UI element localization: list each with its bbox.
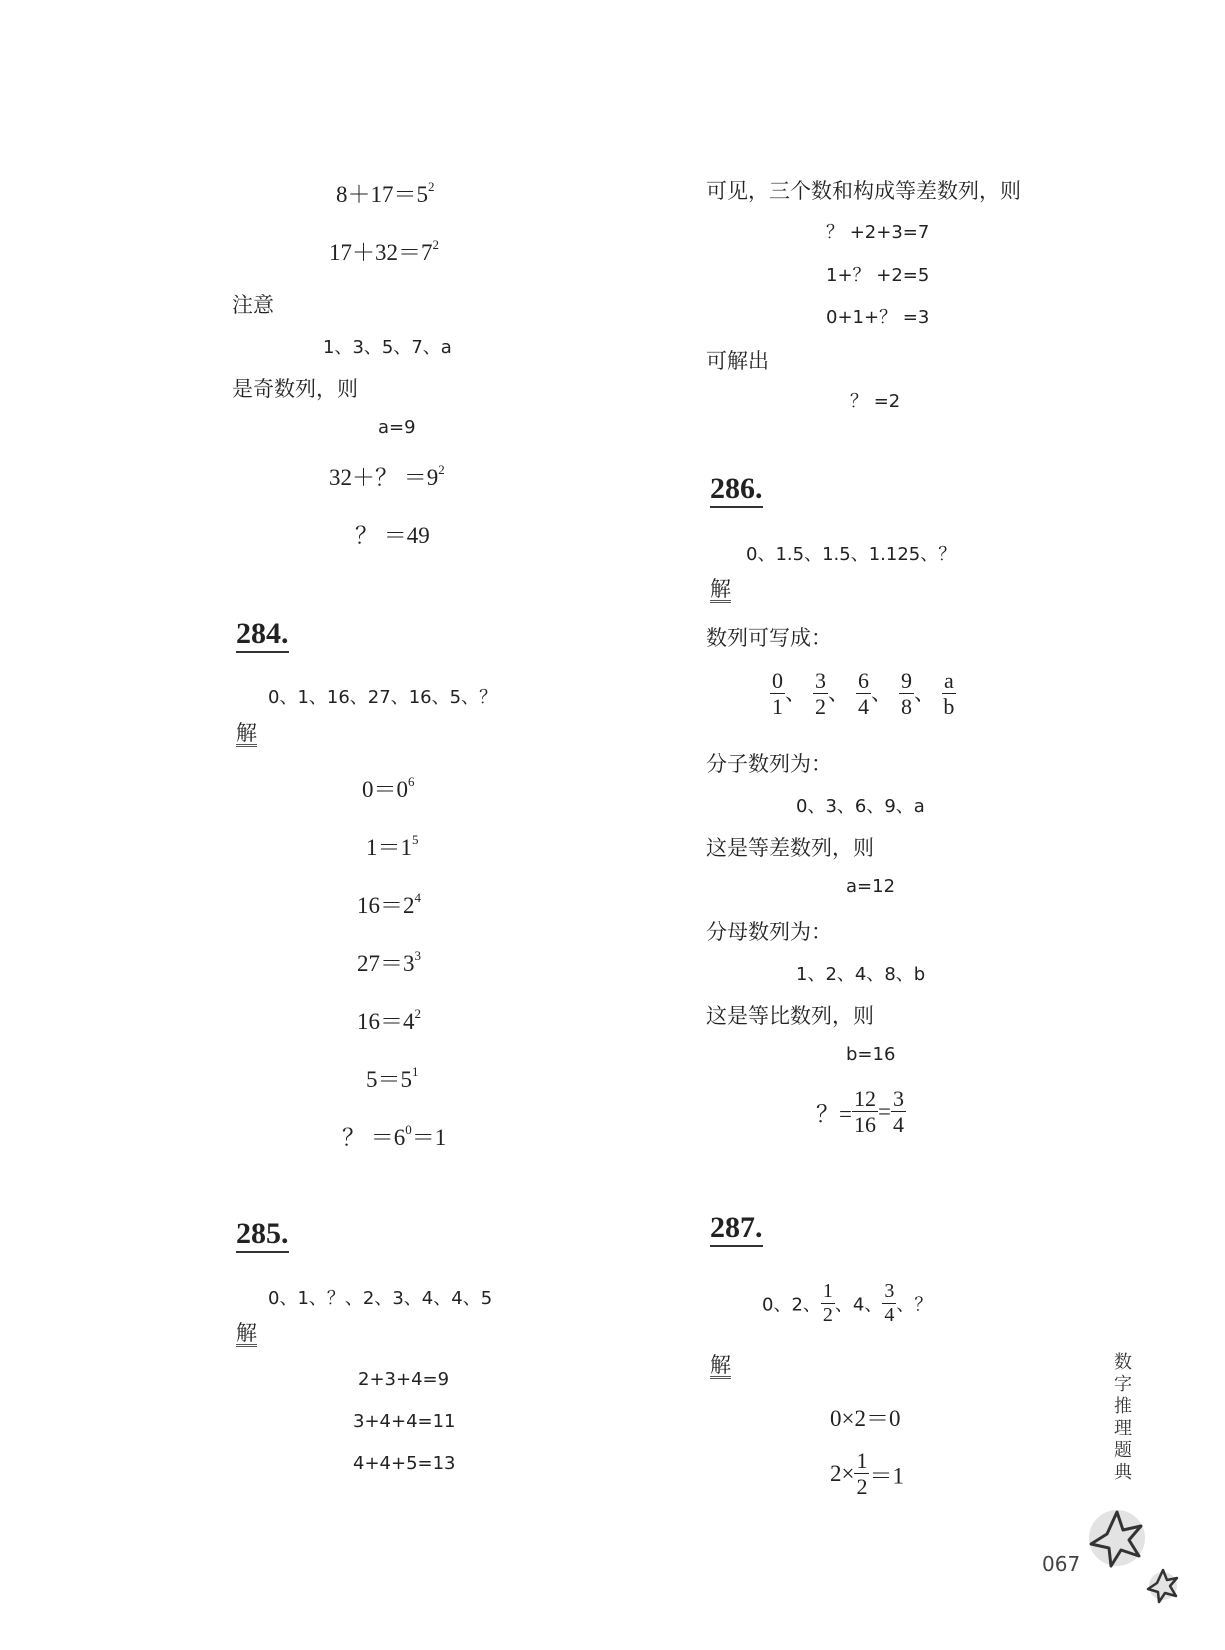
equation-line: a=12 xyxy=(846,876,896,897)
sequence-line: 0、2、 $\frac{1}{2}$ 、4、 $\frac{3}{4}$ 、？ xyxy=(762,1280,933,1326)
equation-line: $17+32=7^2$ xyxy=(329,237,439,265)
page-number: 067 xyxy=(1042,1552,1081,1576)
side-title-char: 理 xyxy=(1114,1418,1132,1439)
equation-line: ？ =2 xyxy=(850,391,901,412)
equation-line: 1+？ +2=5 xyxy=(826,265,930,286)
fraction: $\frac{0}{1}$ xyxy=(772,668,783,720)
sequence-line: 0、1、16、27、16、5、？ xyxy=(268,687,498,708)
text-line: 可见，三个数和构成等差数列，则 xyxy=(706,179,1021,203)
equation-line: $16=2^4$ xyxy=(357,890,421,918)
side-title xyxy=(1111,1352,1135,1484)
equation-line: 4+4+5=13 xyxy=(353,1453,456,1474)
fraction: $\frac{6}{4}$ xyxy=(858,668,869,720)
side-title-char: 推 xyxy=(1114,1396,1132,1417)
fraction: $\frac{a}{b}$ xyxy=(943,668,955,720)
problem-number: 285. xyxy=(236,1219,289,1253)
equation-line: ？ $=6^0=1$ xyxy=(342,1122,447,1150)
side-title-char: 数 xyxy=(1114,1352,1132,1373)
text-line: 分子数列为： xyxy=(706,752,832,776)
sequence-line: 0、3、6、9、a xyxy=(796,796,925,817)
text-line: 这是等差数列，则 xyxy=(706,836,874,860)
text-line: 是奇数列，则 xyxy=(232,377,358,401)
equation-line: 3+4+4=11 xyxy=(353,1411,456,1432)
equation-line: ？ ＝49 xyxy=(355,523,430,548)
solution-label: 解 xyxy=(710,1354,731,1379)
solution-label: 解 xyxy=(236,1322,257,1347)
solution-label: 解 xyxy=(710,578,731,603)
fraction: $\frac{12}{16}$ xyxy=(853,1086,876,1138)
side-title-char: 题 xyxy=(1114,1440,1132,1461)
equation-line: $27=3^3$ xyxy=(357,948,421,976)
equation-line: $5=5^1$ xyxy=(366,1064,419,1092)
text-line: 数列可写成： xyxy=(706,626,832,650)
equation-line: 2+3+4=9 xyxy=(358,1369,450,1390)
equation-line: b=16 xyxy=(846,1044,896,1065)
sequence-line: 1、3、5、7、a xyxy=(323,337,452,358)
fraction: $\frac{3}{4}$ xyxy=(892,1086,904,1138)
text-line: 可解出 xyxy=(706,349,769,373)
equation-line: $8+17=5^2$ xyxy=(336,179,435,207)
text-line: 注意 xyxy=(232,293,274,317)
equation-line: a=9 xyxy=(378,417,416,438)
fraction: $\frac{3}{2}$ xyxy=(815,668,826,720)
problem-number: 286. xyxy=(710,474,763,508)
side-title-char: 典 xyxy=(1114,1462,1132,1483)
problem-number: 284. xyxy=(236,619,289,653)
fraction: $\frac{1}{2}$ xyxy=(856,1448,868,1500)
sequence-line: 0、1.5、1.5、1.125、？ xyxy=(746,544,957,565)
solution-label: 解 xyxy=(236,722,257,747)
sequence-line: 0、1、？、2、3、4、4、5 xyxy=(268,1288,493,1309)
problem-number: 287. xyxy=(710,1213,763,1247)
fraction: $\frac{3}{4}$ xyxy=(884,1280,895,1326)
text-line: 这是等比数列，则 xyxy=(706,1004,874,1028)
equation-line: ？ +2+3=7 xyxy=(826,222,930,243)
star-decoration-icon xyxy=(1075,1500,1185,1610)
fraction-sequence: $\frac{0}{1}$ 、 $\frac{3}{2}$ 、 $\frac{6}{4}$ 、 $\frac{9}{8}$ 、 $\frac{a}{b}$ xyxy=(772,668,955,720)
equation-line: 0+1+？ =3 xyxy=(826,307,930,328)
equation-line: $0=0^6$ xyxy=(362,774,415,802)
equation-line: $1=1^5$ xyxy=(366,832,419,860)
side-title-char: 字 xyxy=(1114,1374,1132,1395)
equation-line: 32＋？ $=9^2$ xyxy=(329,462,445,490)
sequence-line: 1、2、4、8、b xyxy=(796,964,926,985)
fraction: $\frac{9}{8}$ xyxy=(901,668,912,720)
final-equation: ？= $\frac{12}{16}$ = $\frac{3}{4}$ xyxy=(816,1086,904,1138)
fraction: $\frac{1}{2}$ xyxy=(822,1280,833,1326)
equation-line: 0×2＝0 xyxy=(830,1406,901,1431)
text-line: 分母数列为： xyxy=(706,920,832,944)
equation-line: $16=4^2$ xyxy=(357,1006,421,1034)
equation-line: 2× $\frac{1}{2}$ ＝1 xyxy=(830,1448,904,1500)
